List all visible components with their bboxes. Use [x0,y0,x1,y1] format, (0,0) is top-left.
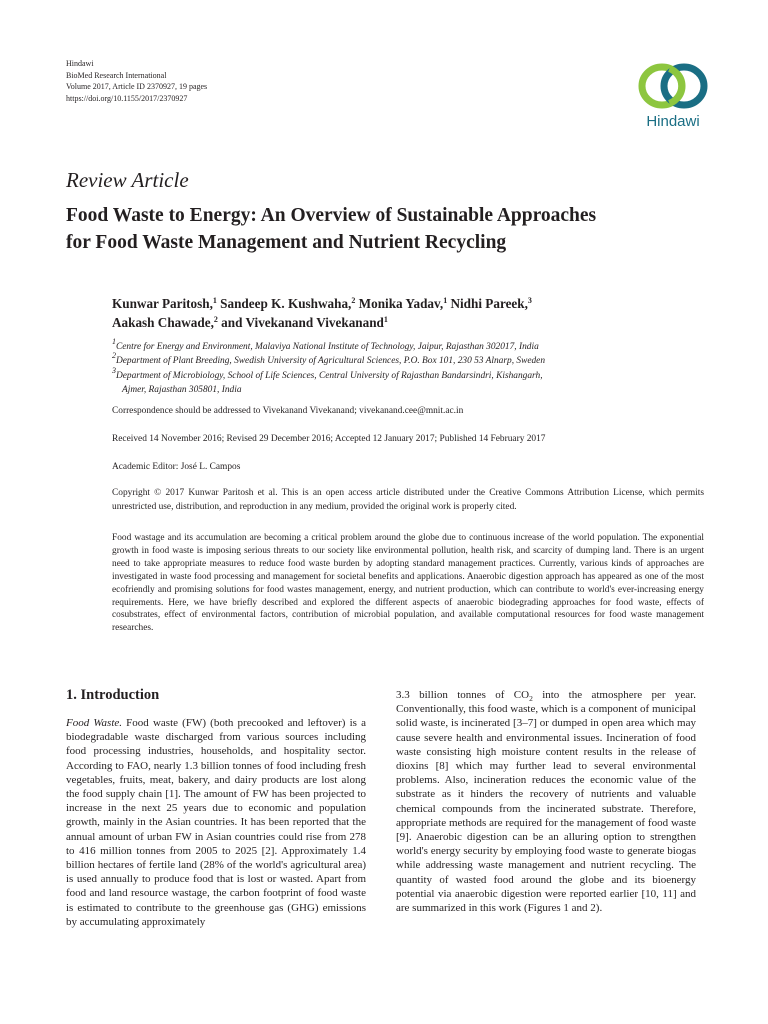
co2-subscript: 2 [529,694,533,704]
affiliation-number: 1 [112,337,116,346]
body-column-right [396,688,696,915]
affiliation-text: Department of Plant Breeding, Swedish University of Agricultural Sciences, P.O. Box 101, 230 53 Alnarp, Sweden [116,356,546,367]
correspondence-note: Correspondence should be addressed to Vivekanand Vivekanand; vivekanand.cee@mnit.ac.in [112,406,464,416]
section-heading: 1. Introduction [66,687,160,703]
paper-title [66,202,706,256]
author-affiliation-mark: 2 [213,315,218,324]
journal-name: BioMed Research International [66,70,167,80]
author-name: Nidhi Pareek, [450,296,528,311]
publication-dates: Received 14 November 2016; Revised 29 December 2016; Accepted 12 January 2017; Published 14 February 2017 [112,434,546,444]
volume-line: Volume 2017, Article ID 2370927, 19 pages [66,82,208,91]
author-affiliation-mark: 1 [443,296,448,305]
doi-link[interactable]: https://doi.org/10.1155/2017/2370927 [66,93,188,103]
affiliation-continuation: Ajmer, Rajasthan 305801, India [122,385,242,396]
title-line-1: Food Waste to Energy: An Overview of Sustainable Approaches [66,205,597,226]
hindawi-logo-text: Hindawi [646,113,700,130]
co2-formula [513,689,533,704]
hindawi-logo [628,60,718,140]
abstract-text: Food wastage and its accumulation are becoming a critical problem around the globe due to continuous increase of the world population. The exponential growth in food waste is imposing serious threats to our society like environmental pollution, health risk, and scarcity of dumping land. There is an urgent need to take appropriate measures to reduce food waste burden by adopting standard management practices. Currently, various kinds of approaches are investigated in waste food processing and management for societal benefits and applications. Anaerobic digestion approach has appeared as one of the most ecofriendly and promising solutions for food wastes management, energy, and nutrient production, which can contribute to world's ever-increasing energy requirements. Here, we have briefly described and explored the different aspects of anaerobic biodegrading approaches for food waste, effects of cosubstrates, effect of environmental factors, contribution of microbial population, and available computational resources for food waste management researches. [112,533,704,634]
paragraph-text: Food waste (FW) (both precooked and leftover) is a biodegradable waste discharged from various sources including food processing industries, households, and hospitality sector. According to FAO, nearly 1.3 billion tonnes of food including fresh vegetables, fruits, meat, bakery, and dairy products are lost along the food supply chain [1]. The amount of FW has been projected to increase in the next 25 years due to economic and population growth, mainly in the Asian countries. It has been reported that the annual amount of urban FW in Asian countries could rise from 278 to 416 million tonnes from 2005 to 2025 [2]. Approximately 1.4 billion hectares of fertile land (28% of the world's agricultural area) is used annually to produce food that is lost or wasted. Apart from food and land resource wastage, the carbon footprint of food waste is estimated to contribute to the greenhouse gas (GHG) emissions by accumulating approximately [66,717,366,928]
author-name: Kunwar Paritosh, [112,296,213,311]
author-name: Aakash Chawade, [112,315,214,330]
hindawi-logo-icon [628,60,718,114]
affiliation [112,351,712,368]
author-affiliation-mark: 1 [383,315,388,324]
affiliation-text: Centre for Energy and Environment, Malaviya National Institute of Technology, Jaipur, Rajasthan 302017, India [116,342,539,352]
publisher-name: Hindawi [66,59,94,68]
author-affiliation-mark: 2 [351,296,356,305]
academic-editor: Academic Editor: José L. Campos [112,462,241,472]
affiliation-list [112,337,712,398]
affiliation-number: 3 [112,365,116,375]
copyright-notice: Copyright © 2017 Kunwar Paritosh et al. This is an open access article distributed under the Creative Commons Attribution License, which permits unrestricted use, distribution, and reproduction in any medium, provided the original work is properly cited. [112,488,704,512]
affiliation-number: 2 [112,351,116,361]
author-name: and Vivekanand Vivekanand [221,315,384,330]
author-list [112,294,672,332]
affiliation-text: Department of Microbiology, School of Life Sciences, Central University of Rajasthan Bandarsindri, Kishangarh, [116,370,543,381]
body-column-left [66,716,366,929]
affiliation [112,365,712,383]
author-name: Sandeep K. Kushwaha, [220,296,352,311]
journal-header [66,58,207,104]
author-affiliation-mark: 1 [212,296,217,305]
paragraph-text: into the atmosphere per year. Conventionally, this food waste, which is a component of municipal solid waste, is incinerated [3–7] or dumped in open area which may cause severe health and environmental issues. Incineration of food waste consisting high moisture content results in the release of dioxins [8] which may further lead to several environmental problems. Also, incineration reduces the economic value of the substrate as it hinders the recovery of nutrients and valuable chemical compounds from the incinerated substrate. Therefore, appropriate methods are required for the management of food waste [9]. Anaerobic digestion can be an alluring option to strengthen world's energy security by employing food waste to generate biogas while addressing waste management and nutrient recycling. The quantity of wasted food around the globe and its bioenergy potential via anaerobic digestion were reported earlier [10, 11] and are summarized in this work (Figures 1 and 2). [396,689,696,915]
affiliation [112,337,712,354]
paragraph-label: Food Waste. [66,717,123,729]
author-name: Monika Yadav, [358,296,444,311]
article-type: Review Article [66,168,189,192]
title-line-2: for Food Waste Management and Nutrient Recycling [66,232,507,253]
paragraph-text-start: 3.3 billion tonnes of [396,689,514,701]
author-affiliation-mark: 3 [527,296,532,305]
co2-formula-base: CO [513,689,530,701]
